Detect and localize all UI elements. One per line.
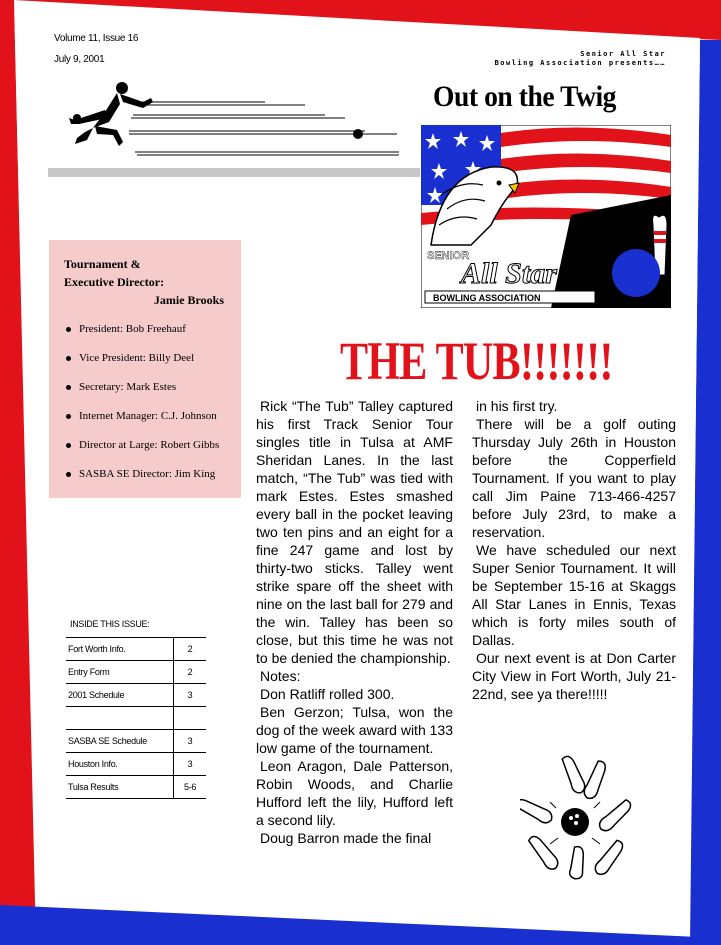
- toc-title: Houston Info.: [66, 753, 174, 776]
- toc-page: 2: [174, 661, 207, 684]
- toc-row: [66, 707, 206, 730]
- toc-page: 2: [174, 638, 207, 661]
- officer-list: [64, 315, 241, 489]
- article-column-1: [256, 397, 453, 847]
- toc-page: 3: [174, 684, 207, 707]
- volume-issue: Volume 11, Issue 16: [54, 33, 139, 44]
- bowler-clipart: [65, 80, 400, 165]
- article-paragraph: There will be a golf outing Thursday July 26th in Houston before the Copperfield Tournament. If you want to play call Jim Paine 713-466-4257 before July 23rd, to make a reservation.: [472, 416, 676, 540]
- article-paragraph: Our next event is at Don Carter City View in Fort Worth, July 21-22nd, see ya there!!!!!: [472, 650, 676, 702]
- association-logo: [421, 125, 671, 308]
- logo-ball-icon: [612, 249, 660, 297]
- logo-all-star: All Star: [461, 257, 557, 290]
- article-paragraph: Rick “The Tub” Talley captured his first Track Senior Tour singles title in Tulsa at AMF Sheridan Lanes. In the last match, “The Tub” was tied with mark Estes. Estes smashed every ball in the pocket leaving two ten pins and an eight for a fine 247 game and lost by thirty-two sticks. Talley went strike spare off the sheet with nine on the last ball for 279 and the win. Talley has been so close, but this time he was not to be denied the championship.: [256, 398, 453, 666]
- toc-title: Tulsa Results: [66, 776, 174, 799]
- bowler-head-icon: [116, 82, 128, 94]
- officers-title-1: Tournament &: [64, 257, 141, 271]
- officer-item: Vice President: Billy Deel: [64, 344, 241, 373]
- article-paragraph: Notes:: [260, 668, 301, 684]
- article-paragraph: We have scheduled our next Super Senior Tournament. It will be September 15-16 at Skaggs All Star Lanes in Ennis, Texas which is forty miles south of Dallas.: [472, 542, 676, 648]
- officer-item: Internet Manager: C.J. Johnson: [64, 402, 241, 431]
- article-headline: THE TUB!!!!!!!: [340, 331, 613, 391]
- article-paragraph: Leon Aragon, Dale Patterson, Robin Woods, and Charlie Hufford left the lily, Hufford left a second lily.: [256, 758, 453, 828]
- toc-title: 2001 Schedule: [66, 684, 174, 707]
- article-column-2: [472, 397, 676, 703]
- toc-heading: INSIDE THIS ISSUE:: [70, 619, 150, 629]
- toc-title: Entry Form: [66, 661, 174, 684]
- bowling-ball-icon: [353, 129, 363, 139]
- article-paragraph: Ben Gerzon; Tulsa, won the dog of the week award with 133 low game of the tournament.: [256, 704, 453, 756]
- article-paragraph: Don Ratliff rolled 300.: [260, 686, 395, 702]
- kicker-line-2: Bowling Association presents……: [494, 59, 666, 67]
- toc-page: 3: [174, 730, 207, 753]
- masthead-title: Out on the Twig: [433, 80, 617, 113]
- officers-box: [49, 240, 241, 498]
- article-paragraph: in his first try.: [476, 398, 558, 414]
- officer-item: Secretary: Mark Estes: [64, 373, 241, 402]
- toc-row[interactable]: [66, 638, 206, 661]
- logo-bowling-association: BOWLING ASSOCIATION: [433, 293, 541, 303]
- toc-title: SASBA SE Schedule: [66, 730, 174, 753]
- toc-row[interactable]: [66, 661, 206, 684]
- officer-item: Director at Large: Robert Gibbs: [64, 431, 241, 460]
- director-name: Jamie Brooks: [153, 293, 224, 307]
- toc-page: 3: [174, 753, 207, 776]
- toc-table: [66, 638, 206, 799]
- toc-page: [174, 707, 207, 730]
- logo-senior: SENIOR: [427, 250, 470, 262]
- officers-title-2: Executive Director:: [64, 275, 165, 289]
- toc-row[interactable]: [66, 730, 206, 753]
- issue-date: July 9, 2001: [54, 54, 105, 65]
- officer-item: President: Bob Freehauf: [64, 315, 241, 344]
- toc-box: [66, 637, 206, 799]
- toc-title: Fort Worth Info.: [66, 638, 174, 661]
- toc-row[interactable]: [66, 684, 206, 707]
- masthead-kicker: [440, 50, 666, 68]
- kicker-line-1: Senior All Star: [580, 50, 666, 58]
- toc-row[interactable]: [66, 753, 206, 776]
- toc-title: [66, 707, 174, 730]
- toc-page: 5-6: [174, 776, 207, 799]
- article-paragraph: Doug Barron made the final: [260, 830, 432, 846]
- header-rule: [48, 168, 420, 177]
- officer-item: SASBA SE Director: Jim King: [64, 460, 241, 489]
- toc-row[interactable]: [66, 776, 206, 799]
- pins-strike-clipart: [520, 752, 635, 880]
